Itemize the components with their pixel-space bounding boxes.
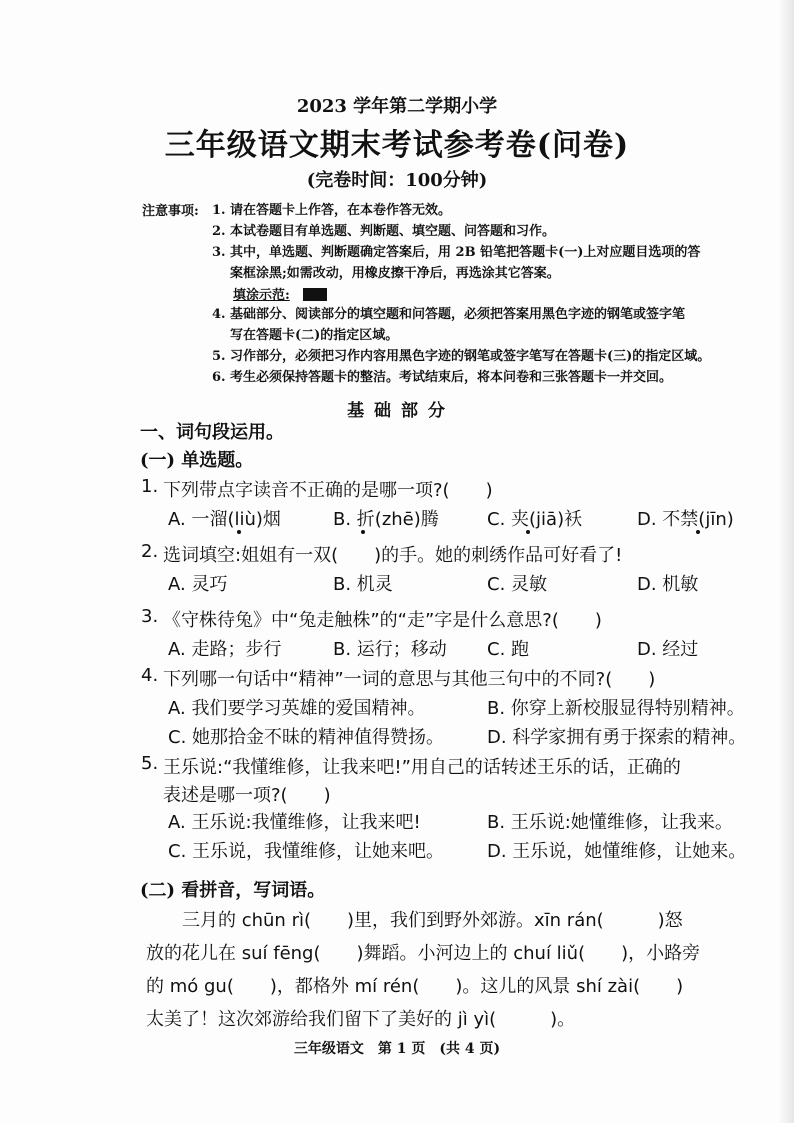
option-d: D. 不禁(jīn) [637, 509, 734, 530]
question-text: 下列哪一句话中“精神”一词的意思与其他三句中的不同?( ) [163, 669, 656, 690]
option-b: B. 你穿上新校服显得特别精神。 [487, 698, 745, 719]
note-number: 1. [212, 203, 226, 218]
notes-label: 注意事项: [142, 204, 199, 219]
question-number: 3. [141, 606, 159, 627]
passage-line: 三月的 chūn rì( )里，我们到野外郊游。xīn rán( )怒 [146, 910, 683, 931]
emphasis-dot [361, 530, 365, 534]
option-c: C. 王乐说，我懂维修，让她来吧。 [168, 841, 445, 862]
emphasis-dot [526, 530, 530, 534]
question-text: 表述是哪一项?( ) [163, 785, 331, 806]
passage-line: 放的花儿在 suí fēng( )舞蹈。小河边上的 chuí liǔ( )，小路旁 [146, 943, 701, 964]
option-a: A. 灵巧 [168, 574, 228, 595]
question-number: 1. [141, 476, 159, 497]
note-number: 4. [212, 307, 226, 322]
note-text: 案框涂黑;如需改动，用橡皮擦干净后，再选涂其它答案。 [230, 266, 560, 281]
fill-sample-label: 填涂示范: [233, 288, 290, 303]
note-number: 5. [212, 349, 226, 364]
option-c: C. 灵敏 [487, 574, 548, 595]
question-text: 选词填空:姐姐有一双( )的手。她的刺绣作品可好看了! [163, 545, 623, 566]
question-number: 4. [141, 665, 159, 686]
part-heading: 一、词句段运用。 [140, 422, 284, 443]
note-text: 写在答题卡(二)的指定区域。 [230, 328, 399, 343]
question-text: 王乐说:“我懂维修，让我来吧!”用自己的话转述王乐的话，正确的 [163, 757, 681, 778]
option-d: D. 科学家拥有勇于探索的精神。 [487, 727, 747, 748]
option-d: D. 王乐说，她懂维修，让她来。 [487, 841, 747, 862]
emphasis-dot [696, 530, 700, 534]
option-c: C. 她那拾金不昧的精神值得赞扬。 [168, 727, 445, 748]
note-text: 其中，单选题、判断题确定答案后，用 2B 铅笔把答题卡(一)上对应题目选项的答 [230, 245, 701, 260]
option-b: B. 运行；移动 [333, 639, 447, 660]
option-c: C. 夹(jiā)袄 [487, 509, 583, 530]
note-text: 请在答题卡上作答，在本卷作答无效。 [230, 203, 452, 218]
note-number: 2. [212, 224, 226, 239]
question-text: 《守株待兔》中“兔走触株”的“走”字是什么意思?( ) [163, 610, 602, 631]
note-text: 习作部分，必须把习作内容用黑色字迹的钢笔或签字笔写在答题卡(三)的指定区域。 [230, 349, 711, 364]
option-a: A. 走路；步行 [168, 639, 282, 660]
sub-heading: (二) 看拼音，写词语。 [140, 880, 326, 901]
option-b: B. 折(zhē)腾 [333, 509, 439, 530]
sub-heading: (一) 单选题。 [140, 450, 254, 471]
option-b: B. 王乐说:她懂维修，让我来。 [487, 812, 733, 833]
question-number: 5. [141, 753, 159, 774]
exam-title: 三年级语文期末考试参考卷(问卷) [164, 128, 630, 163]
option-a: A. 我们要学习英雄的爱国精神。 [168, 698, 426, 719]
filled-box-sample-icon [303, 288, 327, 301]
exam-duration: (完卷时间：100分钟) [306, 170, 488, 191]
passage-line: 的 mó gu( )，都格外 mí rén( )。这儿的风景 shí zài( ) [146, 976, 684, 997]
option-b: B. 机灵 [333, 574, 393, 595]
exam-year-line: 2023 学年第二学期小学 [296, 96, 498, 117]
note-text: 本试卷题目有单选题、判断题、填空题、问答题和习作。 [230, 224, 556, 239]
passage-line: 太美了！这次郊游给我们留下了美好的 jì yì( )。 [146, 1009, 576, 1030]
option-d: D. 经过 [637, 639, 699, 660]
note-number: 3. [212, 245, 226, 260]
option-d: D. 机敏 [637, 574, 699, 595]
emphasis-dot [237, 530, 241, 534]
option-a: A. 王乐说:我懂维修，让我来吧! [168, 812, 421, 833]
note-text: 考生必须保持答题卡的整洁。考试结束后，将本问卷和三张答题卡一并交回。 [230, 370, 673, 385]
option-a: A. 一溜(liù)烟 [168, 509, 281, 530]
section-heading: 基 础 部 分 [347, 401, 447, 421]
question-number: 2. [141, 541, 159, 562]
note-number: 6. [212, 370, 226, 385]
question-text: 下列带点字读音不正确的是哪一项?( ) [163, 480, 493, 501]
page-footer: 三年级语文 第 1 页 (共 4 页) [293, 1041, 501, 1057]
option-c: C. 跑 [487, 639, 530, 660]
note-text: 基础部分、阅读部分的填空题和问答题，必须把答案用黑色字迹的钢笔或签字笔 [230, 307, 686, 322]
